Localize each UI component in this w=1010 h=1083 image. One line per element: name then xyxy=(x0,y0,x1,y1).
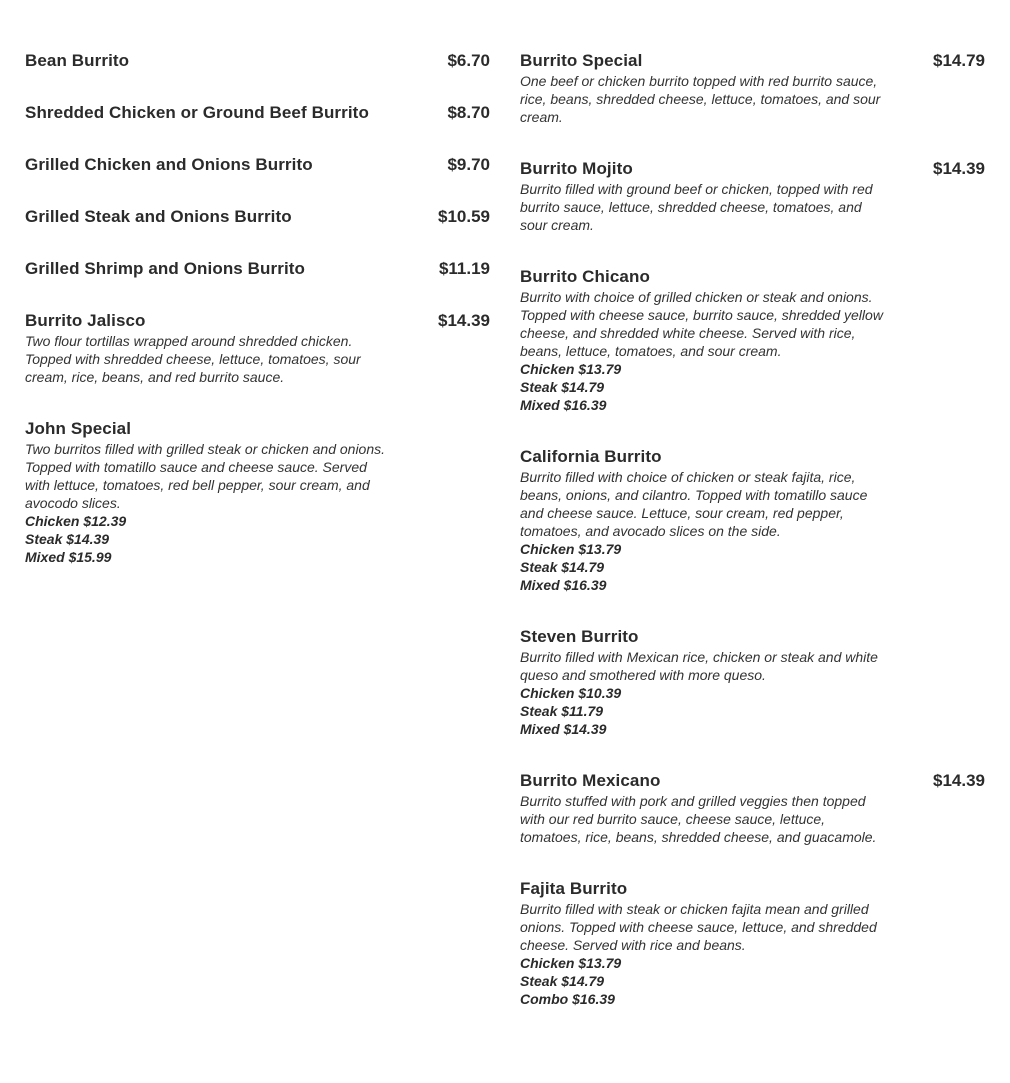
price-option-chicken: Chicken $12.39 xyxy=(25,513,127,529)
price-option-chicken: Chicken $10.39 xyxy=(520,685,622,701)
item-name: Burrito Mexicano xyxy=(520,771,661,790)
menu-item-burrito-chicano xyxy=(520,267,985,414)
item-description: Burrito stuffed with pork and grilled veggies then topped with our red burrito sauce, cheese sauce, lettuce, tomatoes, rice, beans, shredded cheese, and guacamole. xyxy=(520,793,877,845)
price-option-chicken: Chicken $13.79 xyxy=(520,541,622,557)
price-option-mixed: Mixed $15.99 xyxy=(25,549,112,565)
item-name: Grilled Steak and Onions Burrito xyxy=(25,207,292,226)
price-option-mixed: Mixed $16.39 xyxy=(520,397,607,413)
price-option-chicken: Chicken $13.79 xyxy=(520,955,622,971)
menu-item-john-special xyxy=(25,419,490,566)
item-price: $14.39 xyxy=(933,159,985,178)
item-price: $8.70 xyxy=(447,103,490,122)
price-option-steak: Steak $11.79 xyxy=(520,703,604,719)
item-price: $14.39 xyxy=(438,311,490,330)
price-option-steak: Steak $14.79 xyxy=(520,973,605,989)
item-price: $10.59 xyxy=(438,207,490,226)
item-name: Burrito Jalisco xyxy=(25,311,146,330)
price-option-mixed: Mixed $14.39 xyxy=(520,721,607,737)
price-option-steak: Steak $14.39 xyxy=(25,531,110,547)
item-name: Burrito Mojito xyxy=(520,159,633,178)
item-name: Shredded Chicken or Ground Beef Burrito xyxy=(25,103,369,122)
menu-left-column xyxy=(25,51,490,596)
item-price: $11.19 xyxy=(438,259,490,278)
item-name: Bean Burrito xyxy=(25,51,130,70)
item-name: Burrito Special xyxy=(520,51,643,70)
item-price: $6.70 xyxy=(447,51,490,70)
menu-item-california-burrito xyxy=(520,447,985,594)
menu-item-grilled-steak-burrito xyxy=(25,207,490,228)
item-price: $14.79 xyxy=(933,51,985,70)
item-name: Grilled Shrimp and Onions Burrito xyxy=(25,259,306,278)
item-name: California Burrito xyxy=(520,447,662,466)
price-option-combo: Combo $16.39 xyxy=(520,991,615,1007)
item-name: John Special xyxy=(25,419,132,438)
menu-right-column xyxy=(520,51,985,1038)
item-description: Two flour tortillas wrapped around shredded chicken. Topped with shredded cheese, lettuce, tomatoes, sour cream, rice, beans, and red burrito sauce. xyxy=(25,333,361,385)
item-name: Fajita Burrito xyxy=(520,879,628,898)
menu-item-grilled-chicken-burrito xyxy=(25,155,490,176)
menu-item-steven-burrito xyxy=(520,627,985,738)
menu-item-shredded-chicken-burrito xyxy=(25,103,490,124)
menu-item-grilled-shrimp-burrito xyxy=(25,259,490,280)
menu-item-fajita-burrito xyxy=(520,879,985,1008)
item-description: Burrito filled with steak or chicken fajita mean and grilled onions. Topped with cheese sauce, lettuce, and shredded cheese. Served with rice and beans. xyxy=(520,901,877,953)
item-description: Burrito filled with Mexican rice, chicken or steak and white queso and smothered with more queso. xyxy=(520,649,878,683)
item-description: Two burritos filled with grilled steak or chicken and onions. Topped with tomatillo sauce and cheese sauce. Served with lettuce, tomatoes, red bell pepper, sour cream, and avocodo slices. xyxy=(25,441,386,511)
item-name: Steven Burrito xyxy=(520,627,639,646)
menu-item-bean-burrito xyxy=(25,51,490,72)
item-description: One beef or chicken burrito topped with red burrito sauce, rice, beans, shredded cheese, lettuce, tomatoes, and sour cream. xyxy=(520,73,881,125)
menu-item-burrito-mojito xyxy=(520,159,985,234)
price-option-mixed: Mixed $16.39 xyxy=(520,577,607,593)
menu-item-burrito-jalisco xyxy=(25,311,490,386)
menu-item-burrito-mexicano xyxy=(520,771,985,846)
item-name: Grilled Chicken and Onions Burrito xyxy=(25,155,313,174)
item-description: Burrito with choice of grilled chicken or steak and onions. Topped with cheese sauce, burrito sauce, shredded yellow cheese, and shredded white cheese. Served with rice, beans, lettuce, tomatoes, and sour cream. xyxy=(520,289,883,359)
price-option-chicken: Chicken $13.79 xyxy=(520,361,622,377)
item-description: Burrito filled with ground beef or chicken, topped with red burrito sauce, lettuce, shredded cheese, tomatoes, and sour cream. xyxy=(520,181,873,233)
price-option-steak: Steak $14.79 xyxy=(520,379,605,395)
price-option-steak: Steak $14.79 xyxy=(520,559,605,575)
item-description: Burrito filled with choice of chicken or steak fajita, rice, beans, onions, and cilantro. Topped with tomatillo sauce and cheese sauce. Lettuce, sour cream, red pepper, tomatoes, and avocado slices on the side. xyxy=(520,469,868,539)
item-price: $9.70 xyxy=(447,155,490,174)
item-price: $14.39 xyxy=(933,771,985,790)
menu-item-burrito-special xyxy=(520,51,985,126)
item-name: Burrito Chicano xyxy=(520,267,650,286)
